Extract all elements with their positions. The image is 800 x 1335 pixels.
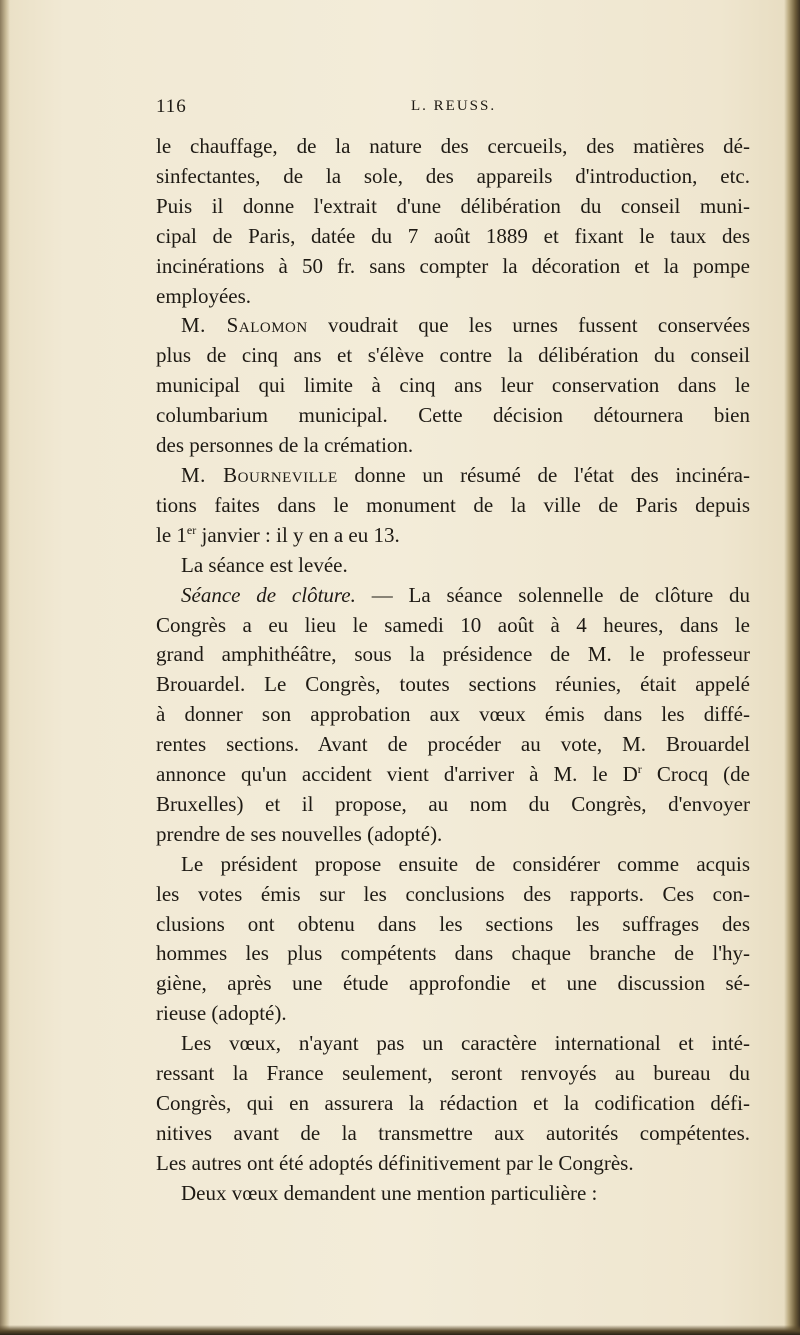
line-text: nitives avant de la transmettre aux autorités compétentes. — [156, 1120, 750, 1145]
text-line — [156, 521, 750, 551]
line-text: Les vœux, n'ayant pas un caractère international et inté- — [181, 1031, 750, 1056]
speaker-name: M. Salomon — [181, 313, 308, 338]
text-line — [156, 192, 750, 222]
page-number: 116 — [156, 96, 187, 117]
line-text: cipal de Paris, datée du 7 août 1889 et fixant le taux des — [156, 223, 750, 248]
line-text: rentes sections. Avant de procéder au vote, M. Brouardel — [156, 732, 750, 757]
text-line — [156, 1149, 750, 1179]
line-text: grand amphithéâtre, sous la présidence de M. le professeur — [156, 642, 750, 667]
line-text: le 1 — [156, 522, 187, 547]
text-line — [156, 311, 750, 341]
line-text: Congrès, qui en assurera la rédaction et la codification défi- — [156, 1091, 750, 1115]
text-line — [156, 162, 750, 192]
text-line — [156, 640, 750, 670]
line-text: sinfectantes, de la sole, des appareils d'introduction, etc. — [156, 163, 750, 188]
text-line — [156, 1029, 750, 1059]
line-text: municipal qui limite à cinq ans leur conservation dans le — [156, 373, 750, 398]
text-line — [156, 611, 750, 641]
superscript: r — [637, 762, 642, 777]
text-line — [156, 491, 750, 521]
line-text: janvier : il y en a eu 13. — [196, 522, 400, 547]
line-text: voudrait que les urnes fussent conservées — [307, 313, 751, 338]
line-text: à donner son approbation aux vœux émis dans les diffé- — [156, 702, 750, 727]
text-line — [156, 132, 750, 162]
line-text: des personnes de la crémation. — [156, 433, 414, 458]
text-line — [156, 760, 750, 790]
page-edge-shadow — [784, 0, 800, 1335]
text-line — [156, 1089, 750, 1119]
text-line — [156, 1179, 750, 1209]
text-line — [156, 581, 750, 611]
line-text: hommes les plus compétents dans chaque branche de l'hy- — [156, 941, 750, 966]
line-text: employées. — [156, 283, 252, 308]
text-line — [156, 1059, 750, 1089]
line-text: tions faites dans le monument de la ville de Paris depuis — [156, 492, 750, 517]
line-text: Deux vœux demandent une mention particulière : — [181, 1180, 598, 1205]
text-line — [156, 820, 750, 850]
line-text: les votes émis sur les conclusions des rapports. Ces con- — [156, 881, 750, 906]
line-text: plus de cinq ans et s'élève contre la délibération du conseil — [156, 343, 750, 368]
line-text: Congrès a eu lieu le samedi 10 août à 4 heures, dans le — [156, 612, 750, 637]
page-header — [156, 96, 750, 120]
page-bottom-shadow — [0, 1325, 800, 1335]
text-line — [156, 551, 750, 581]
line-text: giène, après une étude approfondie et une discussion sé- — [156, 971, 750, 996]
text-line — [156, 1119, 750, 1149]
text-line — [156, 700, 750, 730]
line-text: Puis il donne l'extrait d'une délibération du conseil muni- — [156, 193, 750, 218]
text-line — [156, 222, 750, 252]
text-line — [156, 431, 750, 461]
text-line — [156, 371, 750, 401]
line-text: rieuse (adopté). — [156, 1001, 287, 1026]
line-text: prendre de ses nouvelles (adopté). — [156, 821, 443, 846]
line-text: annonce qu'un accident vient d'arriver à M. le D — [156, 762, 638, 787]
text-line — [156, 880, 750, 910]
text-line — [156, 461, 750, 491]
line-text: Les autres ont été adoptés définitivement par le Congrès. — [156, 1150, 634, 1175]
text-line — [156, 850, 750, 880]
line-text: columbarium municipal. Cette décision détournera bien — [156, 403, 750, 428]
line-text: Le président propose ensuite de considérer comme acquis — [181, 851, 750, 876]
speaker-name: M. Bourneville — [181, 462, 338, 487]
running-head: L. REUSS. — [411, 98, 497, 114]
section-title: Séance de clôture. — [181, 582, 356, 607]
line-text: Brouardel. Le Congrès, toutes sections réunies, était appelé — [156, 672, 750, 697]
text-line — [156, 282, 750, 312]
text-line — [156, 341, 750, 371]
line-text: donne un résumé de l'état des incinéra- — [337, 462, 750, 487]
line-text: — La séance solennelle de clôture du — [355, 582, 750, 607]
superscript: er — [186, 522, 197, 537]
text-line — [156, 939, 750, 969]
page-gutter-shadow — [0, 0, 10, 1335]
line-text: ressant la France seulement, seront renvoyés au bureau du — [156, 1061, 750, 1086]
text-line — [156, 999, 750, 1029]
text-line — [156, 670, 750, 700]
line-text: le chauffage, de la nature des cercueils, des matières dé- — [156, 134, 750, 158]
text-line — [156, 910, 750, 940]
text-line — [156, 401, 750, 431]
text-line — [156, 252, 750, 282]
line-text: Crocq (de — [641, 762, 750, 787]
line-text: Bruxelles) et il propose, au nom du Congrès, d'envoyer — [156, 791, 750, 816]
text-line — [156, 730, 750, 760]
line-text: incinérations à 50 fr. sans compter la décoration et la pompe — [156, 253, 750, 278]
body-text — [156, 132, 750, 1209]
line-text: La séance est levée. — [181, 552, 348, 577]
text-line — [156, 790, 750, 820]
text-line — [156, 969, 750, 999]
line-text: clusions ont obtenu dans les sections les suffrages des — [156, 911, 750, 936]
